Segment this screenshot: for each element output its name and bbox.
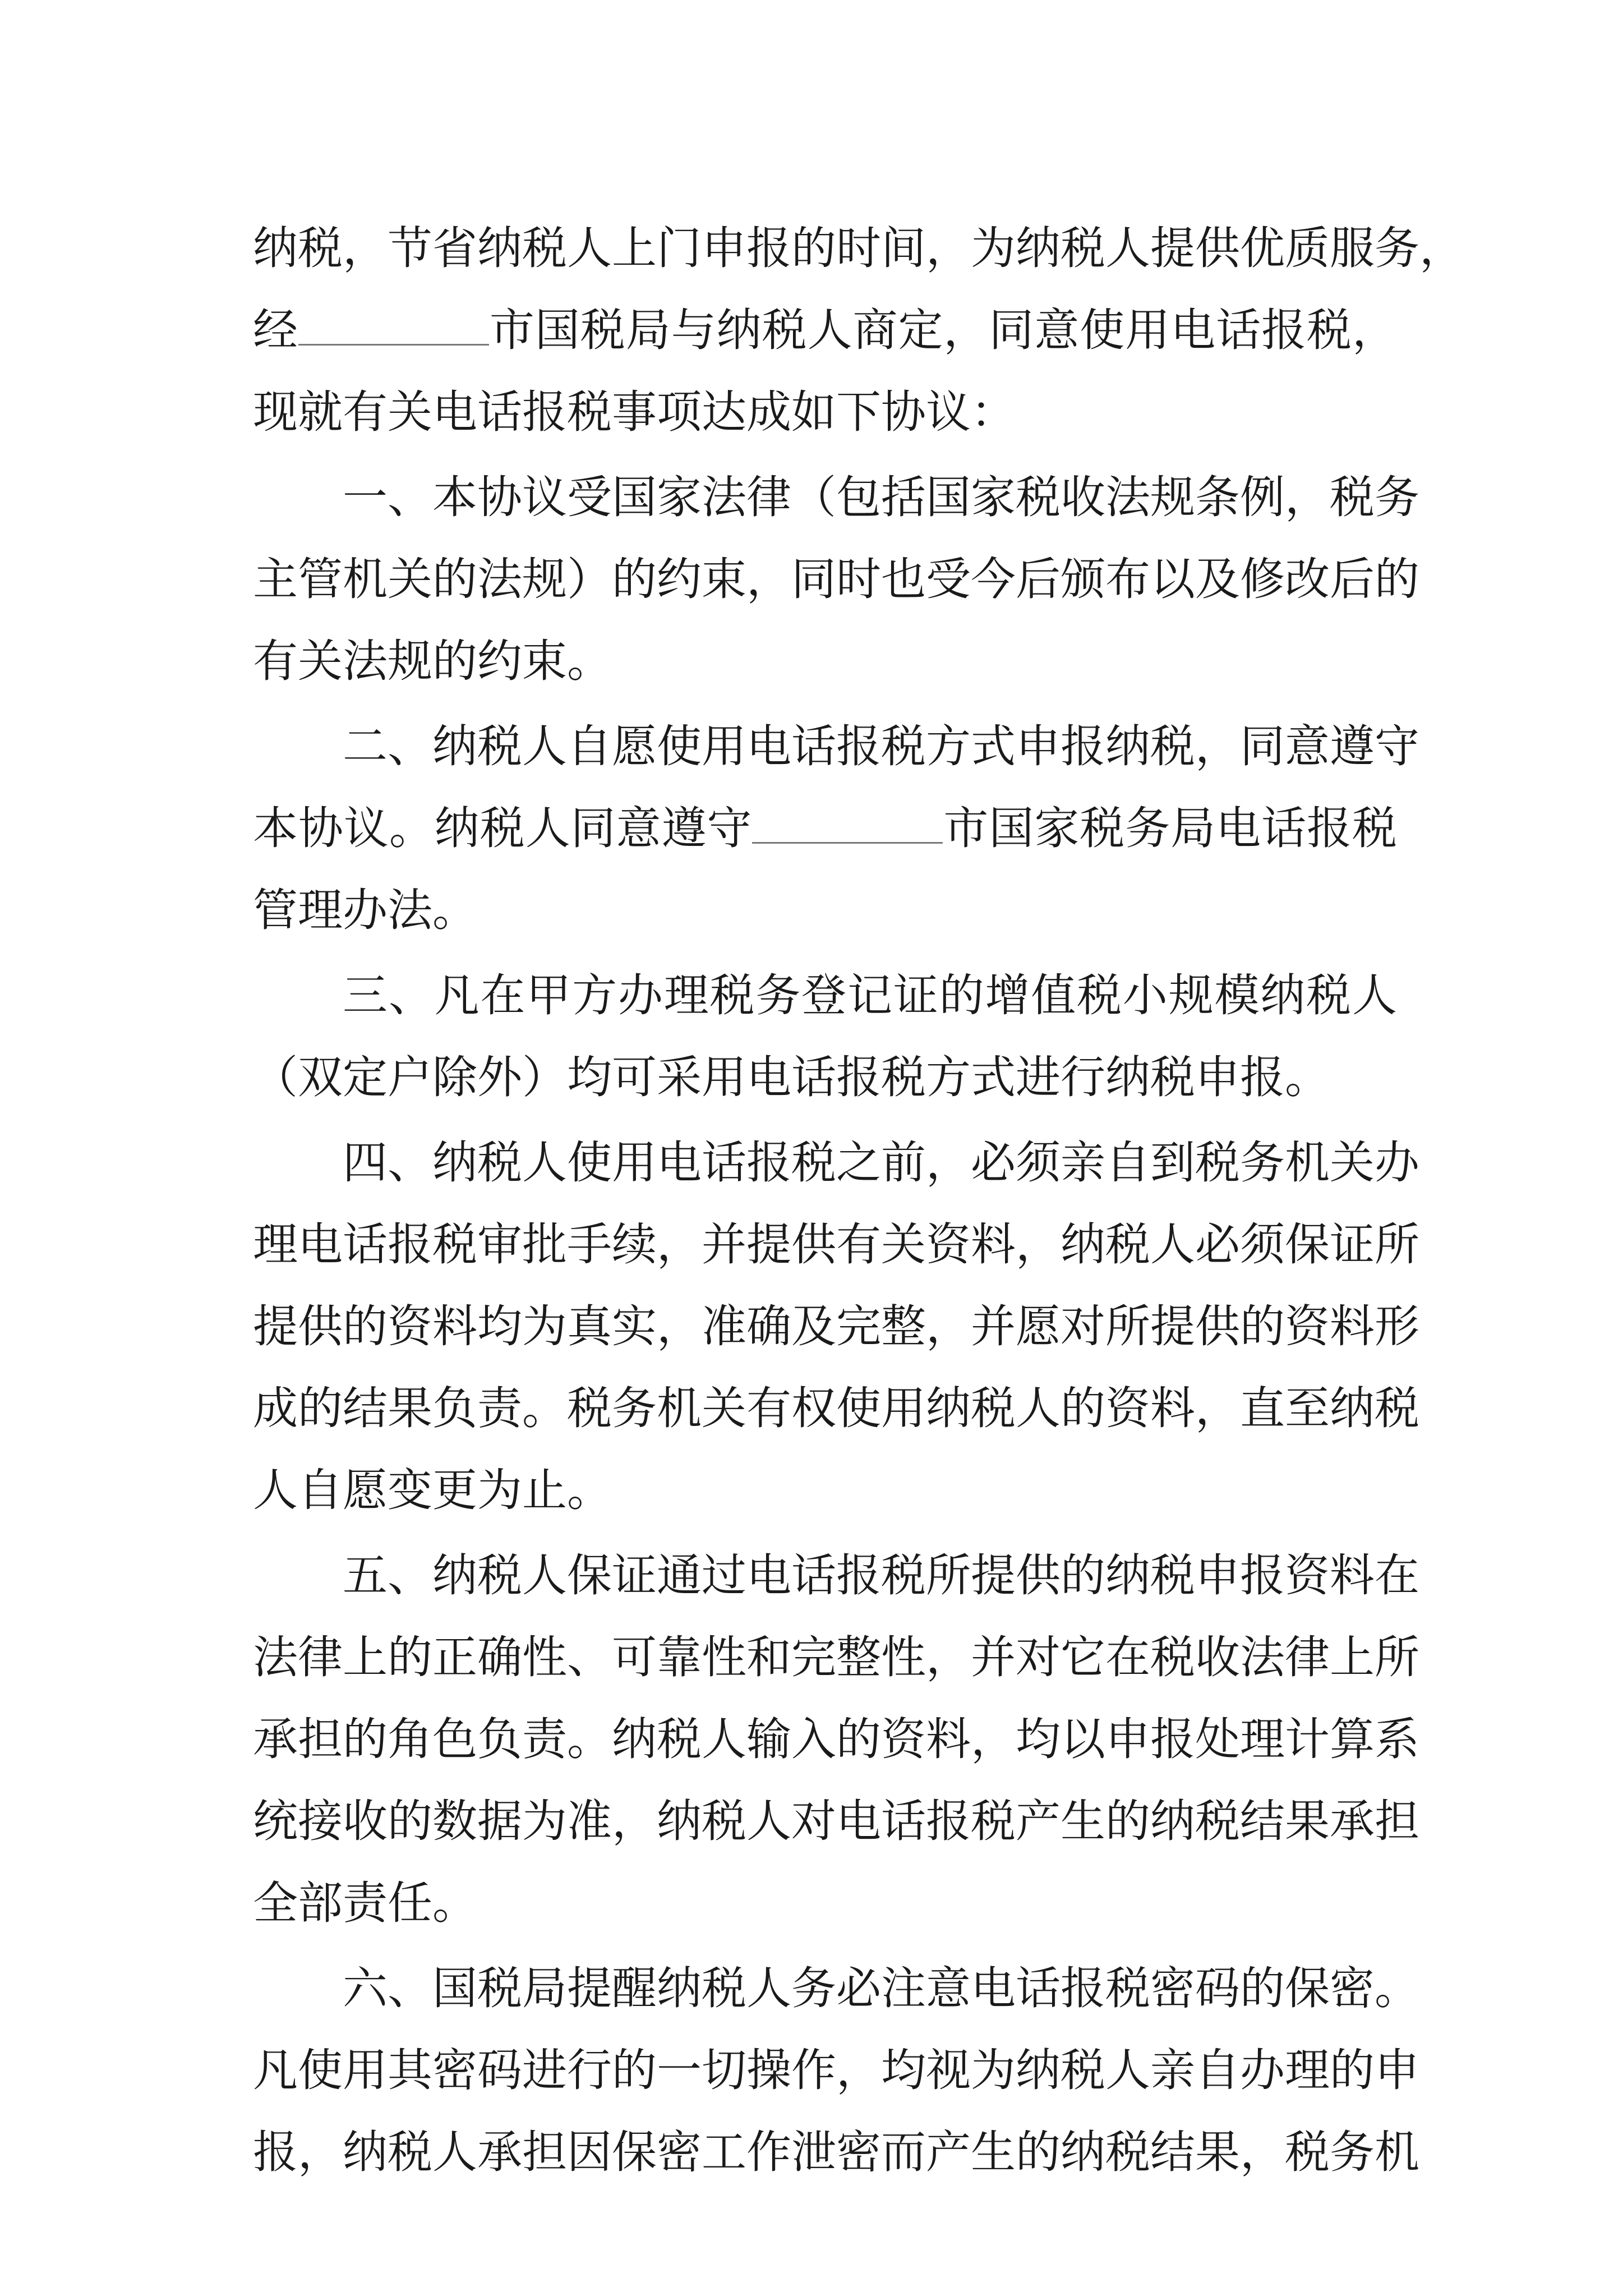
- text-line: 六、国税局提醒纳税人务必注意电话报税密码的保密。: [343, 1962, 1419, 2014]
- text-line: 全部责任。: [253, 1877, 477, 1929]
- text-line: 提供的资料均为真实，准确及完整，并愿对所提供的资料形: [253, 1300, 1419, 1352]
- text-line: 人自愿变更为止。: [253, 1464, 612, 1516]
- clause-3: [253, 955, 1397, 1119]
- document-body: [253, 208, 1464, 2193]
- text-line: 二、纳税人自愿使用电话报税方式申报纳税，同意遵守: [343, 720, 1419, 772]
- text-line: 现就有关电话报税事项达成如下协议：: [253, 386, 1016, 438]
- blank-field: [298, 309, 489, 346]
- text-line: 法律上的正确性、可靠性和完整性，并对它在税收法律上所: [253, 1631, 1419, 1683]
- text-line: 一、本协议受国家法律（包括国家税收法规条例，税务: [343, 471, 1419, 523]
- text-line: 承担的角色负责。纳税人输入的资料，均以申报处理计算系: [253, 1713, 1419, 1765]
- text-line: 成的结果负责。税务机关有权使用纳税人的资料，直至纳税: [253, 1382, 1419, 1434]
- clause-4: [253, 1122, 1419, 1531]
- text-line: 统接收的数据为准，纳税人对电话报税产生的纳税结果承担: [253, 1795, 1419, 1847]
- text-line: 本协议。纳税人同意遵守 市国家税务局电话报税: [253, 802, 1398, 854]
- text-line: 管理办法。: [253, 884, 477, 936]
- clause-6: [253, 1948, 1419, 2193]
- text-line: 报，纳税人承担因保密工作泄密而产生的纳税结果，税务机: [253, 2126, 1419, 2178]
- clause-5: [253, 1535, 1419, 1944]
- text-line: 经 市国税局与纳税人商定，同意使用电话报税，: [253, 304, 1397, 356]
- text-line: 理电话报税审批手续，并提供有关资料，纳税人必须保证所: [253, 1218, 1419, 1271]
- intro-paragraph: [253, 208, 1464, 453]
- text-line: 四、纳税人使用电话报税之前，必须亲自到税务机关办: [343, 1137, 1419, 1189]
- blank-field: [752, 807, 943, 844]
- text-line: 三、凡在甲方办理税务登记证的增值税小规模纳税人: [343, 969, 1397, 1022]
- text-line: （双定户除外）均可采用电话报税方式进行纳税申报。: [253, 1051, 1330, 1103]
- text-line: 五、纳税人保证通过电话报税所提供的纳税申报资料在: [343, 1549, 1419, 1602]
- text-line: 主管机关的法规）的约束，同时也受今后颁布以及修改后的: [253, 553, 1419, 605]
- text-line: 纳税，节省纳税人上门申报的时间，为纳税人提供优质服务，: [253, 222, 1464, 274]
- text-line: 凡使用其密码进行的一切操作，均视为纳税人亲自办理的申: [253, 2044, 1419, 2096]
- clause-2: [253, 706, 1419, 951]
- text-line: 有关法规的约束。: [253, 635, 612, 687]
- clause-1: [253, 457, 1419, 702]
